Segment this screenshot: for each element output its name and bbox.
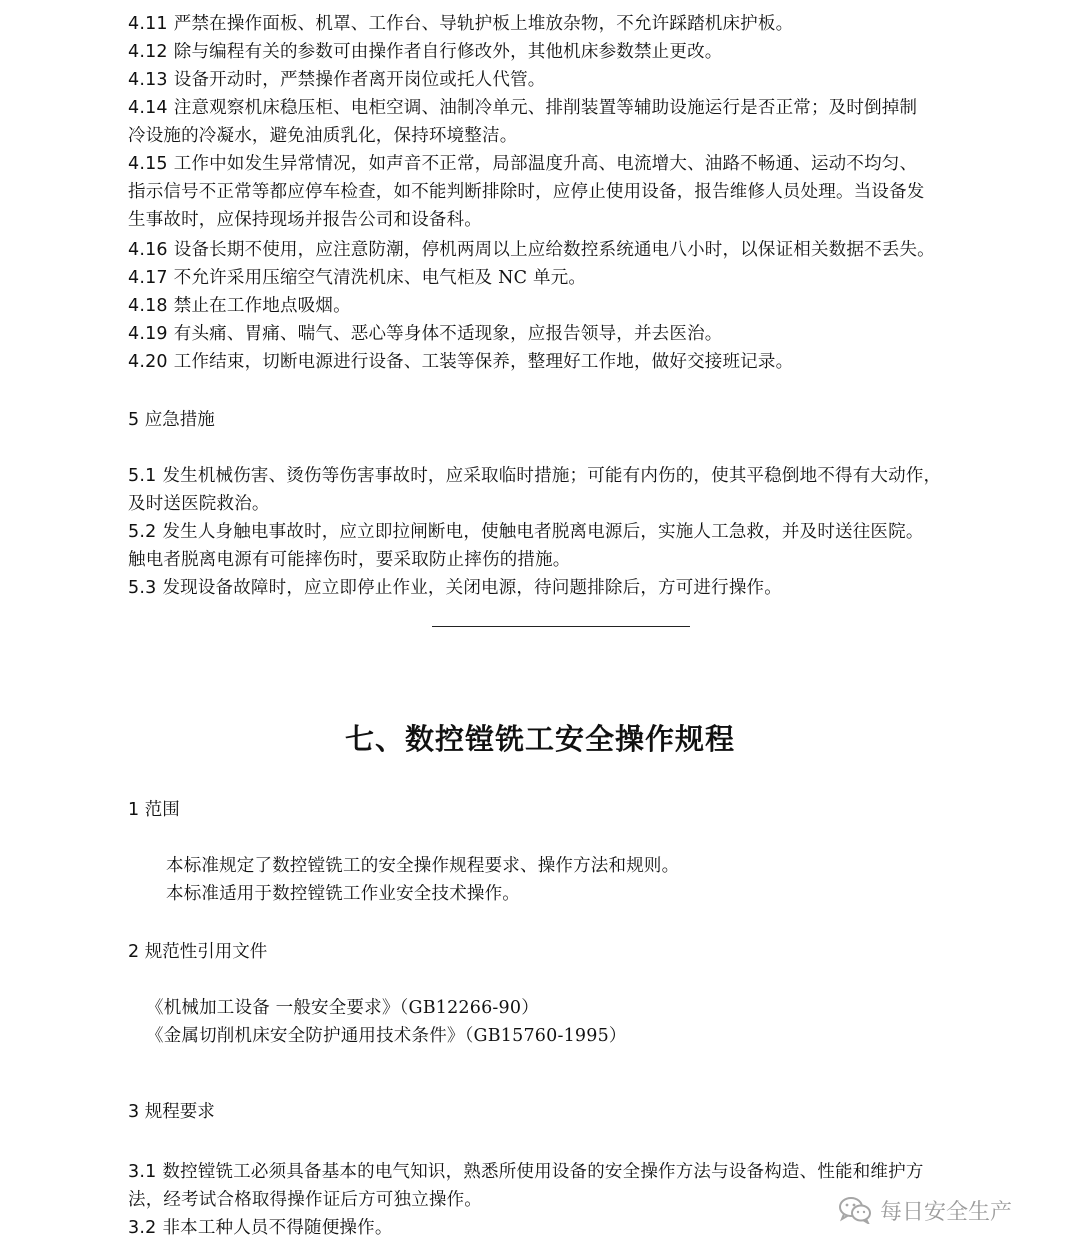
wechat-icon: [838, 1196, 872, 1224]
item-4-18: 4.18 禁止在工作地点吸烟。: [128, 296, 351, 316]
item-5-1-cont: 及时送医院救治。: [128, 494, 270, 514]
item-4-15-cont-2: 生事故时，应保持现场并报告公司和设备科。: [128, 210, 482, 230]
item-4-11: 4.11 严禁在操作面板、机罩、工作台、导轨护板上堆放杂物，不允许踩踏机床护板。: [128, 14, 794, 34]
item-4-16: 4.16 设备长期不使用，应注意防潮，停机两周以上应给数控系统通电八小时，以保证相关数据不丢失。: [128, 240, 935, 260]
scope-paragraph: 本标准规定了数控镗铣工的安全操作规程要求、操作方法和规则。: [166, 856, 680, 876]
section-divider: [432, 626, 690, 627]
item-4-15: 4.15 工作中如发生异常情况，如声音不正常，局部温度升高、电流增大、油路不畅通、运动不均匀、: [128, 154, 918, 174]
item-5-2: 5.2 发生人身触电事故时，应立即拉闸断电，使触电者脱离电源后，实施人工急救，并及时送往医院。: [128, 522, 924, 542]
item-5-3: 5.3 发现设备故障时，应立即停止作业，关闭电源，待问题排除后，方可进行操作。: [128, 578, 782, 598]
reference-item: 《金属切削机床安全防护通用技术条件》（GB15760-1995）: [146, 1026, 627, 1046]
requirements-heading: 3 规程要求: [128, 1102, 215, 1122]
watermark-text: 每日安全生产: [880, 1199, 1013, 1225]
item-5-2-cont: 触电者脱离电源有可能摔伤时，要采取防止摔伤的措施。: [128, 550, 571, 570]
scope-paragraph: 本标准适用于数控镗铣工作业安全技术操作。: [166, 884, 520, 904]
item-3-1: 3.1 数控镗铣工必须具备基本的电气知识，熟悉所使用设备的安全操作方法与设备构造、性能和维护方: [128, 1162, 924, 1182]
section-5-heading: 5 应急措施: [128, 410, 215, 430]
item-3-2: 3.2 非本工种人员不得随便操作。: [128, 1218, 393, 1238]
item-4-15-cont-1: 指示信号不正常等都应停车检查，如不能判断排除时，应停止使用设备，报告维修人员处理。当设备发: [128, 182, 925, 202]
item-4-13: 4.13 设备开动时，严禁操作者离开岗位或托人代管。: [128, 70, 546, 90]
item-5-1: 5.1 发生机械伤害、烫伤等伤害事故时，应采取临时措施；可能有内伤的，使其平稳倒地不得有大动作，: [128, 466, 942, 486]
scope-heading: 1 范围: [128, 800, 180, 820]
item-4-19: 4.19 有头痛、胃痛、喘气、恶心等身体不适现象，应报告领导，并去医治。: [128, 324, 723, 344]
chapter-title: 七、数控镗铣工安全操作规程: [344, 722, 735, 756]
item-3-1-cont: 法，经考试合格取得操作证后方可独立操作。: [128, 1190, 482, 1210]
references-heading: 2 规范性引用文件: [128, 942, 268, 962]
reference-item: 《机械加工设备 一般安全要求》（GB12266-90）: [146, 998, 539, 1018]
item-4-20: 4.20 工作结束，切断电源进行设备、工装等保养，整理好工作地，做好交接班记录。: [128, 352, 794, 372]
item-4-14-cont: 冷设施的冷凝水，避免油质乳化，保持环境整洁。: [128, 126, 518, 146]
item-4-14: 4.14 注意观察机床稳压柜、电柜空调、油制冷单元、排削装置等辅助设施运行是否正常；及时倒掉制: [128, 98, 918, 118]
item-4-12: 4.12 除与编程有关的参数可由操作者自行修改外，其他机床参数禁止更改。: [128, 42, 723, 62]
wechat-watermark: [838, 1192, 1012, 1228]
item-4-17: 4.17 不允许采用压缩空气清洗机床、电气柜及 NC 单元。: [128, 268, 587, 288]
